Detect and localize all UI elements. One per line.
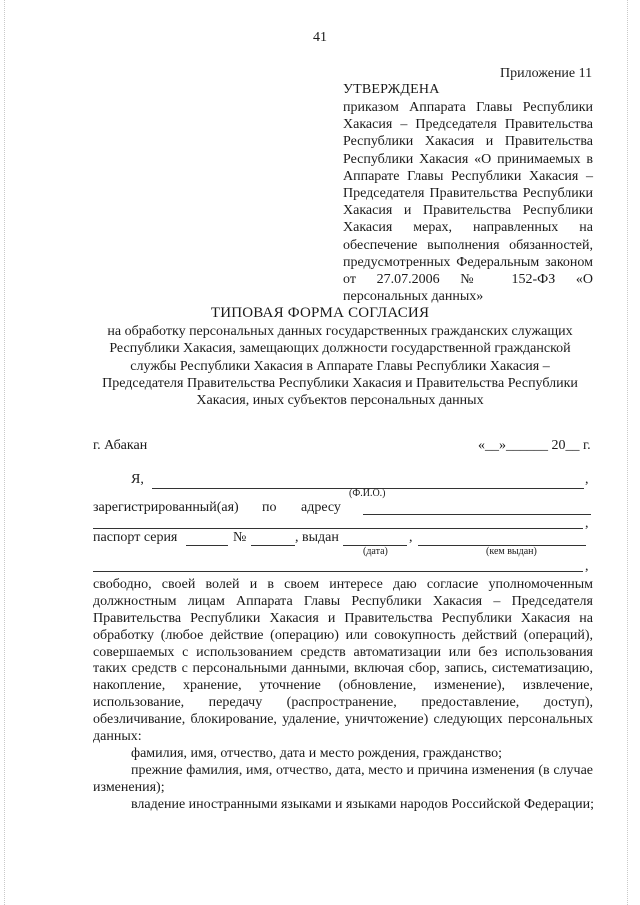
subtitle-line: на обработку персональных данных государственных гражданских служащих	[107, 324, 573, 339]
body-line: Правительства Республики Хакасия и Правительства Республики Хакасия на	[93, 610, 593, 626]
list-item: изменения);	[93, 779, 165, 795]
address-label: адресу	[301, 500, 341, 515]
date-field[interactable]: «__»______ 20__ г.	[478, 438, 591, 453]
list-item: прежние фамилия, имя, отчество, дата, место и причина изменения (в случае	[131, 762, 593, 778]
consent-body	[93, 577, 593, 813]
approval-line: персональных данных»	[343, 289, 484, 305]
place-city: г. Абакан	[93, 438, 148, 453]
right-scan-edge	[627, 0, 628, 905]
body-line: накопление, хранение, уточнение (обновление, изменение), извлечение,	[93, 678, 593, 694]
passport-number-label: №	[233, 530, 247, 545]
form-subtitle	[80, 323, 600, 409]
body-line: обработку (любое действие (операцию) или совокупность действий (операций),	[93, 627, 593, 643]
list-item: фамилия, имя, отчество, дата и место рождения, гражданство;	[131, 745, 503, 761]
po-label: по	[262, 500, 277, 515]
registered-label: зарегистрированный(ая)	[93, 500, 239, 515]
issued-by-caption: (кем выдан)	[486, 546, 537, 557]
issued-label: , выдан	[295, 530, 339, 545]
body-line: использование, передачу (распространение, предоставление, доступ),	[93, 695, 593, 711]
approval-line: Хакасия – Председателя Правительства	[343, 117, 593, 133]
approval-line: Республики Хакасия «О принимаемых в	[343, 151, 593, 167]
address-comma: ,	[585, 516, 589, 531]
list-item: владение иностранными языками и языками народов Российской Федерации;	[131, 796, 595, 812]
approval-line: от 27.07.2006 № 152-ФЗ «О	[343, 271, 593, 287]
approval-heading: УТВЕРЖДЕНА	[343, 82, 440, 97]
approval-line: Республики Хакасия и Правительства	[343, 134, 593, 150]
issued-by-continuation-line[interactable]	[93, 571, 583, 572]
appendix-label: Приложение 11	[500, 66, 593, 81]
ya-label: Я,	[131, 472, 144, 487]
body-line: свободно, своей волей и в своем интересе даю согласие уполномоченным	[93, 577, 593, 592]
passport-series-input[interactable]	[186, 545, 228, 546]
approval-line: приказом Аппарата Главы Республики	[343, 100, 593, 115]
date-caption: (дата)	[363, 546, 388, 557]
fio-caption: (Ф.И.О.)	[349, 488, 386, 499]
subtitle-line: Хакасия, иных субъектов персональных данных	[196, 393, 484, 409]
page-number: 41	[313, 30, 327, 45]
passport-number-input[interactable]	[251, 545, 295, 546]
body-line: данных:	[93, 729, 142, 745]
issued-comma: ,	[409, 530, 413, 545]
fio-comma: ,	[585, 472, 589, 487]
approval-order-text	[343, 99, 593, 305]
form-title: ТИПОВАЯ ФОРМА СОГЛАСИЯ	[210, 305, 430, 321]
issued-by-comma: ,	[585, 559, 589, 574]
approval-line: Хакасия мерах, направленных на	[343, 220, 593, 236]
subtitle-line: Председателя Правительства Республики Хакасия и Правительства Республики	[102, 375, 578, 391]
subtitle-line: Республики Хакасия, замещающих должности государственной гражданской	[109, 341, 571, 357]
approval-line: предусмотренных Федеральным законом	[343, 254, 593, 270]
approval-line: Аппарате Главы Республики Хакасия –	[343, 168, 593, 184]
address-continuation-line[interactable]	[93, 528, 583, 529]
body-line: должностным лицам Аппарата Главы Республики Хакасия – Председателя	[93, 593, 593, 609]
approval-line: Председателя Правительства Республики	[343, 185, 593, 201]
left-scan-edge	[4, 0, 5, 905]
subtitle-line: службы Республики Хакасия в Аппарате Главы Республики Хакасия –	[130, 358, 550, 374]
approval-line: Хакасия и Правительства Республики	[343, 203, 593, 219]
passport-series-label: паспорт серия	[93, 530, 178, 545]
body-line: обезличивание, блокирование, удаление, уничтожение) следующих персональных	[93, 712, 593, 728]
address-input-line[interactable]	[363, 514, 591, 515]
body-line: совершаемых с использованием средств автоматизации или без использования	[93, 644, 593, 660]
approval-line: обеспечение выполнения обязанностей,	[343, 237, 593, 253]
body-line: таких средств с персональными данными, включая сбор, запись, систематизацию,	[93, 661, 593, 677]
